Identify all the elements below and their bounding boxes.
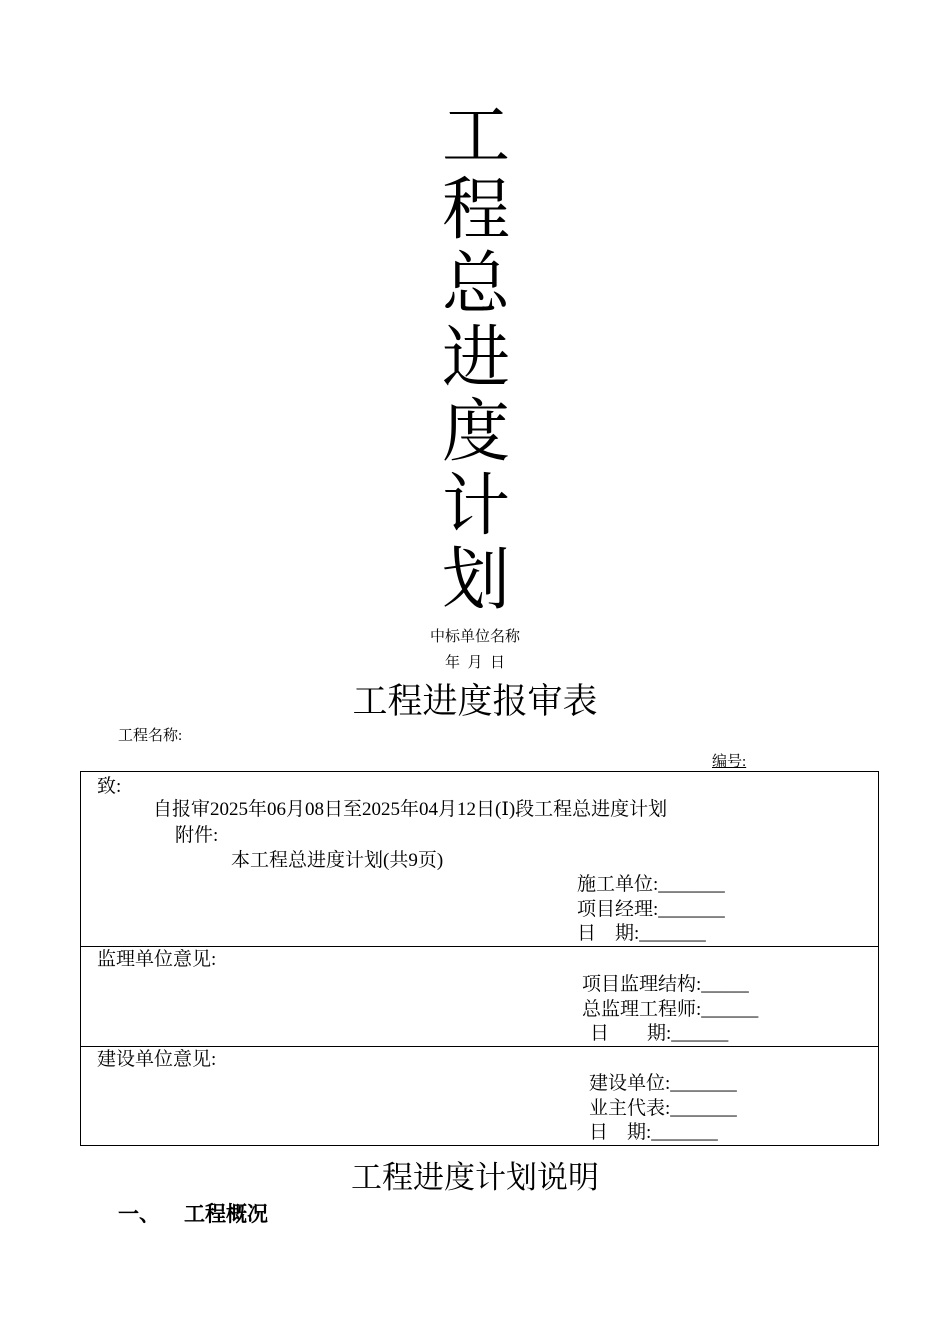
review-form-table bbox=[80, 771, 879, 1146]
owner-section bbox=[81, 1047, 879, 1146]
section-number: 一、 bbox=[118, 1202, 160, 1226]
cover-title-char: 程 bbox=[441, 171, 510, 250]
attachment-item: 本工程总进度计划(共9页) bbox=[231, 850, 444, 871]
contractor-date: 日 期:_______ bbox=[577, 923, 706, 944]
supervisor-section bbox=[81, 947, 879, 1047]
project-manager-signature: 项目经理:_______ bbox=[577, 899, 725, 920]
contractor-signature: 施工单位:_______ bbox=[577, 874, 725, 895]
submission-statement: 自报审2025年06月08日至2025年04月12日(Ⅰ)段工程总进度计划 bbox=[153, 799, 668, 820]
cover-date: 年 月 日 bbox=[444, 655, 505, 671]
explanation-title: 工程进度计划说明 bbox=[351, 1160, 599, 1196]
project-name-label: 工程名称: bbox=[118, 728, 183, 744]
contractor-section bbox=[81, 772, 879, 947]
supervisor-opinion-label: 监理单位意见: bbox=[97, 949, 217, 970]
owner-date: 日 期:_______ bbox=[589, 1122, 718, 1143]
section-title: 工程概况 bbox=[184, 1202, 268, 1226]
company-name: 中标单位名称 bbox=[429, 629, 520, 645]
section-heading bbox=[118, 1198, 268, 1228]
cover-title bbox=[440, 97, 512, 620]
cover-title-char: 工 bbox=[441, 97, 510, 176]
cover-title-char: 总 bbox=[441, 245, 510, 324]
owner-rep-signature: 业主代表:_______ bbox=[589, 1098, 737, 1119]
supervision-org-signature: 项目监理结构:_____ bbox=[582, 974, 749, 995]
supervisor-date: 日 期:______ bbox=[590, 1023, 729, 1044]
owner-opinion-label: 建设单位意见: bbox=[97, 1049, 217, 1070]
cover-title-char: 度 bbox=[441, 393, 510, 472]
form-title: 工程进度报审表 bbox=[352, 682, 598, 722]
cover-title-char: 划 bbox=[441, 541, 510, 620]
owner-unit-signature: 建设单位:_______ bbox=[589, 1073, 737, 1094]
chief-supervisor-signature: 总监理工程师:______ bbox=[582, 999, 759, 1020]
cover-title-char: 进 bbox=[441, 319, 510, 398]
to-label: 致: bbox=[97, 776, 122, 797]
attachment-label: 附件: bbox=[175, 825, 219, 846]
cover-title-char: 计 bbox=[441, 467, 510, 546]
serial-number-label: 编号: bbox=[712, 754, 747, 770]
